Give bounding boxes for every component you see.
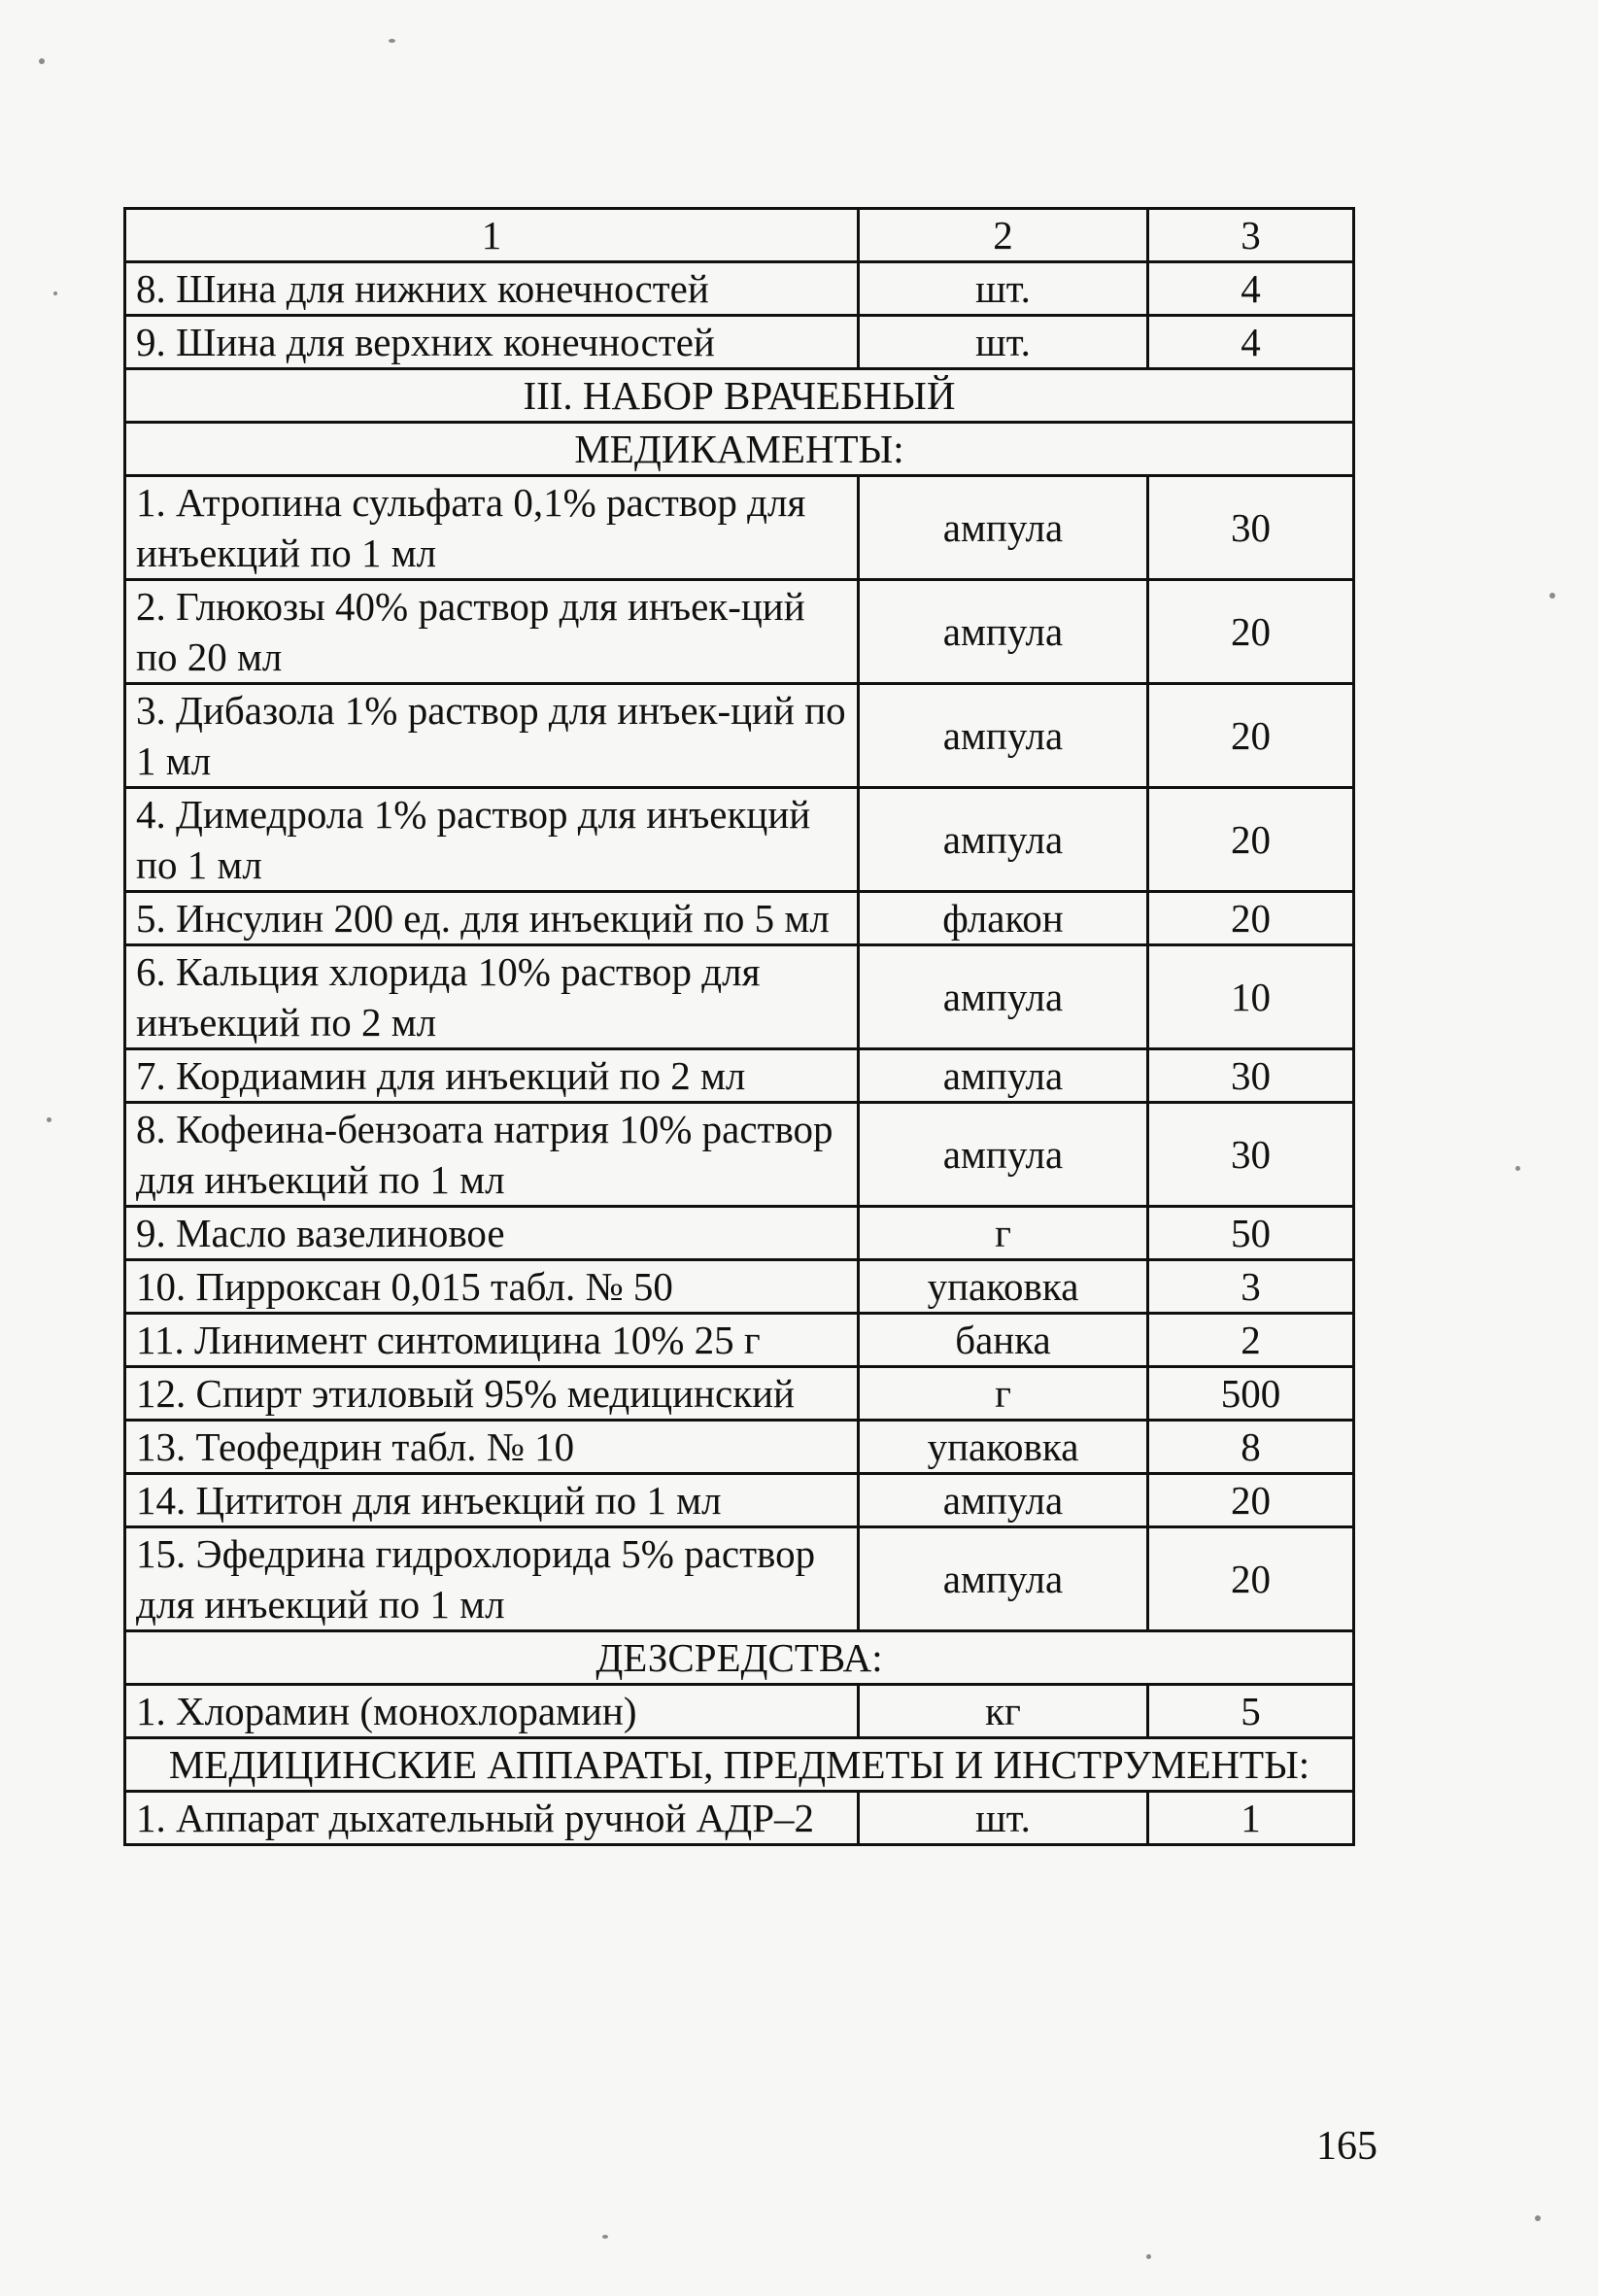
unit-cell: ампула <box>859 945 1148 1049</box>
table-row <box>125 1103 1354 1207</box>
column-number-3: 3 <box>1148 209 1354 262</box>
item-name-cell: 9. Масло вазелиновое <box>125 1207 859 1260</box>
scan-speck <box>389 39 395 43</box>
quantity-cell: 20 <box>1148 1527 1354 1631</box>
quantity-cell: 20 <box>1148 684 1354 788</box>
quantity-cell: 20 <box>1148 892 1354 945</box>
item-name-cell: 3. Дибазола 1% раствор для инъек-ций по 1 мл <box>125 684 859 788</box>
unit-cell: флакон <box>859 892 1148 945</box>
item-name-cell: 15. Эфедрина гидрохлорида 5% раствор для инъекций по 1 мл <box>125 1527 859 1631</box>
item-name-cell: 5. Инсулин 200 ед. для инъекций по 5 мл <box>125 892 859 945</box>
unit-cell: ампула <box>859 1474 1148 1527</box>
table-row <box>125 316 1354 369</box>
item-name-cell: 13. Теофедрин табл. № 10 <box>125 1421 859 1474</box>
section-title: МЕДИКАМЕНТЫ: <box>125 423 1354 476</box>
unit-cell: упаковка <box>859 1260 1148 1314</box>
section-title: МЕДИЦИНСКИЕ АППАРАТЫ, ПРЕДМЕТЫ И ИНСТРУМЕНТЫ: <box>125 1738 1354 1792</box>
table-row <box>125 945 1354 1049</box>
quantity-cell: 20 <box>1148 580 1354 684</box>
table-row <box>125 1421 1354 1474</box>
table-row <box>125 1527 1354 1631</box>
unit-cell: ампула <box>859 580 1148 684</box>
item-name-cell: 1. Атропина сульфата 0,1% раствор для инъекций по 1 мл <box>125 476 859 580</box>
table-row <box>125 1685 1354 1738</box>
section-title: ДЕЗСРЕДСТВА: <box>125 1631 1354 1685</box>
table-row <box>125 1049 1354 1103</box>
scan-speck <box>1535 2215 1541 2221</box>
unit-cell: шт. <box>859 262 1148 316</box>
item-name-cell: 2. Глюкозы 40% раствор для инъек-ций по 20 мл <box>125 580 859 684</box>
scan-speck <box>39 58 45 64</box>
quantity-cell: 10 <box>1148 945 1354 1049</box>
unit-cell: г <box>859 1367 1148 1421</box>
table-row <box>125 892 1354 945</box>
item-name-cell: 7. Кордиамин для инъекций по 2 мл <box>125 1049 859 1103</box>
quantity-cell: 1 <box>1148 1792 1354 1845</box>
scan-speck <box>602 2235 608 2239</box>
column-number-row <box>125 209 1354 262</box>
quantity-cell: 30 <box>1148 1049 1354 1103</box>
item-name-cell: 1. Аппарат дыхательный ручной АДР–2 <box>125 1792 859 1845</box>
unit-cell: упаковка <box>859 1421 1148 1474</box>
unit-cell: ампула <box>859 476 1148 580</box>
unit-cell: шт. <box>859 1792 1148 1845</box>
table-row <box>125 580 1354 684</box>
item-name-cell: 6. Кальция хлорида 10% раствор для инъекций по 2 мл <box>125 945 859 1049</box>
unit-cell: ампула <box>859 788 1148 892</box>
column-number-1: 1 <box>125 209 859 262</box>
table-row <box>125 1367 1354 1421</box>
item-name-cell: 11. Линимент синтомицина 10% 25 г <box>125 1314 859 1367</box>
quantity-cell: 2 <box>1148 1314 1354 1367</box>
section-title: III. НАБОР ВРАЧЕБНЫЙ <box>125 369 1354 423</box>
quantity-cell: 50 <box>1148 1207 1354 1260</box>
page-number: 165 <box>1316 2124 1377 2169</box>
item-name-cell: 12. Спирт этиловый 95% медицинский <box>125 1367 859 1421</box>
scan-speck <box>47 1117 51 1122</box>
quantity-cell: 8 <box>1148 1421 1354 1474</box>
quantity-cell: 4 <box>1148 316 1354 369</box>
table-row <box>125 476 1354 580</box>
section-header-row <box>125 369 1354 423</box>
quantity-cell: 30 <box>1148 1103 1354 1207</box>
item-name-cell: 4. Димедрола 1% раствор для инъекций по 1 мл <box>125 788 859 892</box>
table-row <box>125 1260 1354 1314</box>
section-header-row <box>125 1738 1354 1792</box>
unit-cell: г <box>859 1207 1148 1260</box>
section-header-row <box>125 423 1354 476</box>
table-body <box>125 209 1354 1845</box>
item-name-cell: 8. Кофеина-бензоата натрия 10% раствор для инъекций по 1 мл <box>125 1103 859 1207</box>
unit-cell: ампула <box>859 684 1148 788</box>
scan-speck <box>1146 2254 1151 2259</box>
quantity-cell: 20 <box>1148 1474 1354 1527</box>
item-name-cell: 10. Пирроксан 0,015 табл. № 50 <box>125 1260 859 1314</box>
table-row <box>125 1314 1354 1367</box>
quantity-cell: 5 <box>1148 1685 1354 1738</box>
scan-speck <box>53 291 57 295</box>
table-row <box>125 788 1354 892</box>
unit-cell: кг <box>859 1685 1148 1738</box>
unit-cell: ампула <box>859 1049 1148 1103</box>
table-row <box>125 262 1354 316</box>
unit-cell: шт. <box>859 316 1148 369</box>
table-row <box>125 1792 1354 1845</box>
quantity-cell: 4 <box>1148 262 1354 316</box>
scan-speck <box>1549 593 1555 599</box>
column-number-2: 2 <box>859 209 1148 262</box>
item-name-cell: 1. Хлорамин (монохлорамин) <box>125 1685 859 1738</box>
item-name-cell: 8. Шина для нижних конечностей <box>125 262 859 316</box>
quantity-cell: 20 <box>1148 788 1354 892</box>
scan-speck <box>1515 1166 1520 1171</box>
unit-cell: ампула <box>859 1103 1148 1207</box>
unit-cell: ампула <box>859 1527 1148 1631</box>
item-name-cell: 14. Цититон для инъекций по 1 мл <box>125 1474 859 1527</box>
supply-table <box>123 207 1355 1846</box>
section-header-row <box>125 1631 1354 1685</box>
table-row <box>125 684 1354 788</box>
item-name-cell: 9. Шина для верхних конечностей <box>125 316 859 369</box>
unit-cell: банка <box>859 1314 1148 1367</box>
quantity-cell: 3 <box>1148 1260 1354 1314</box>
quantity-cell: 30 <box>1148 476 1354 580</box>
table-row <box>125 1207 1354 1260</box>
quantity-cell: 500 <box>1148 1367 1354 1421</box>
table-row <box>125 1474 1354 1527</box>
